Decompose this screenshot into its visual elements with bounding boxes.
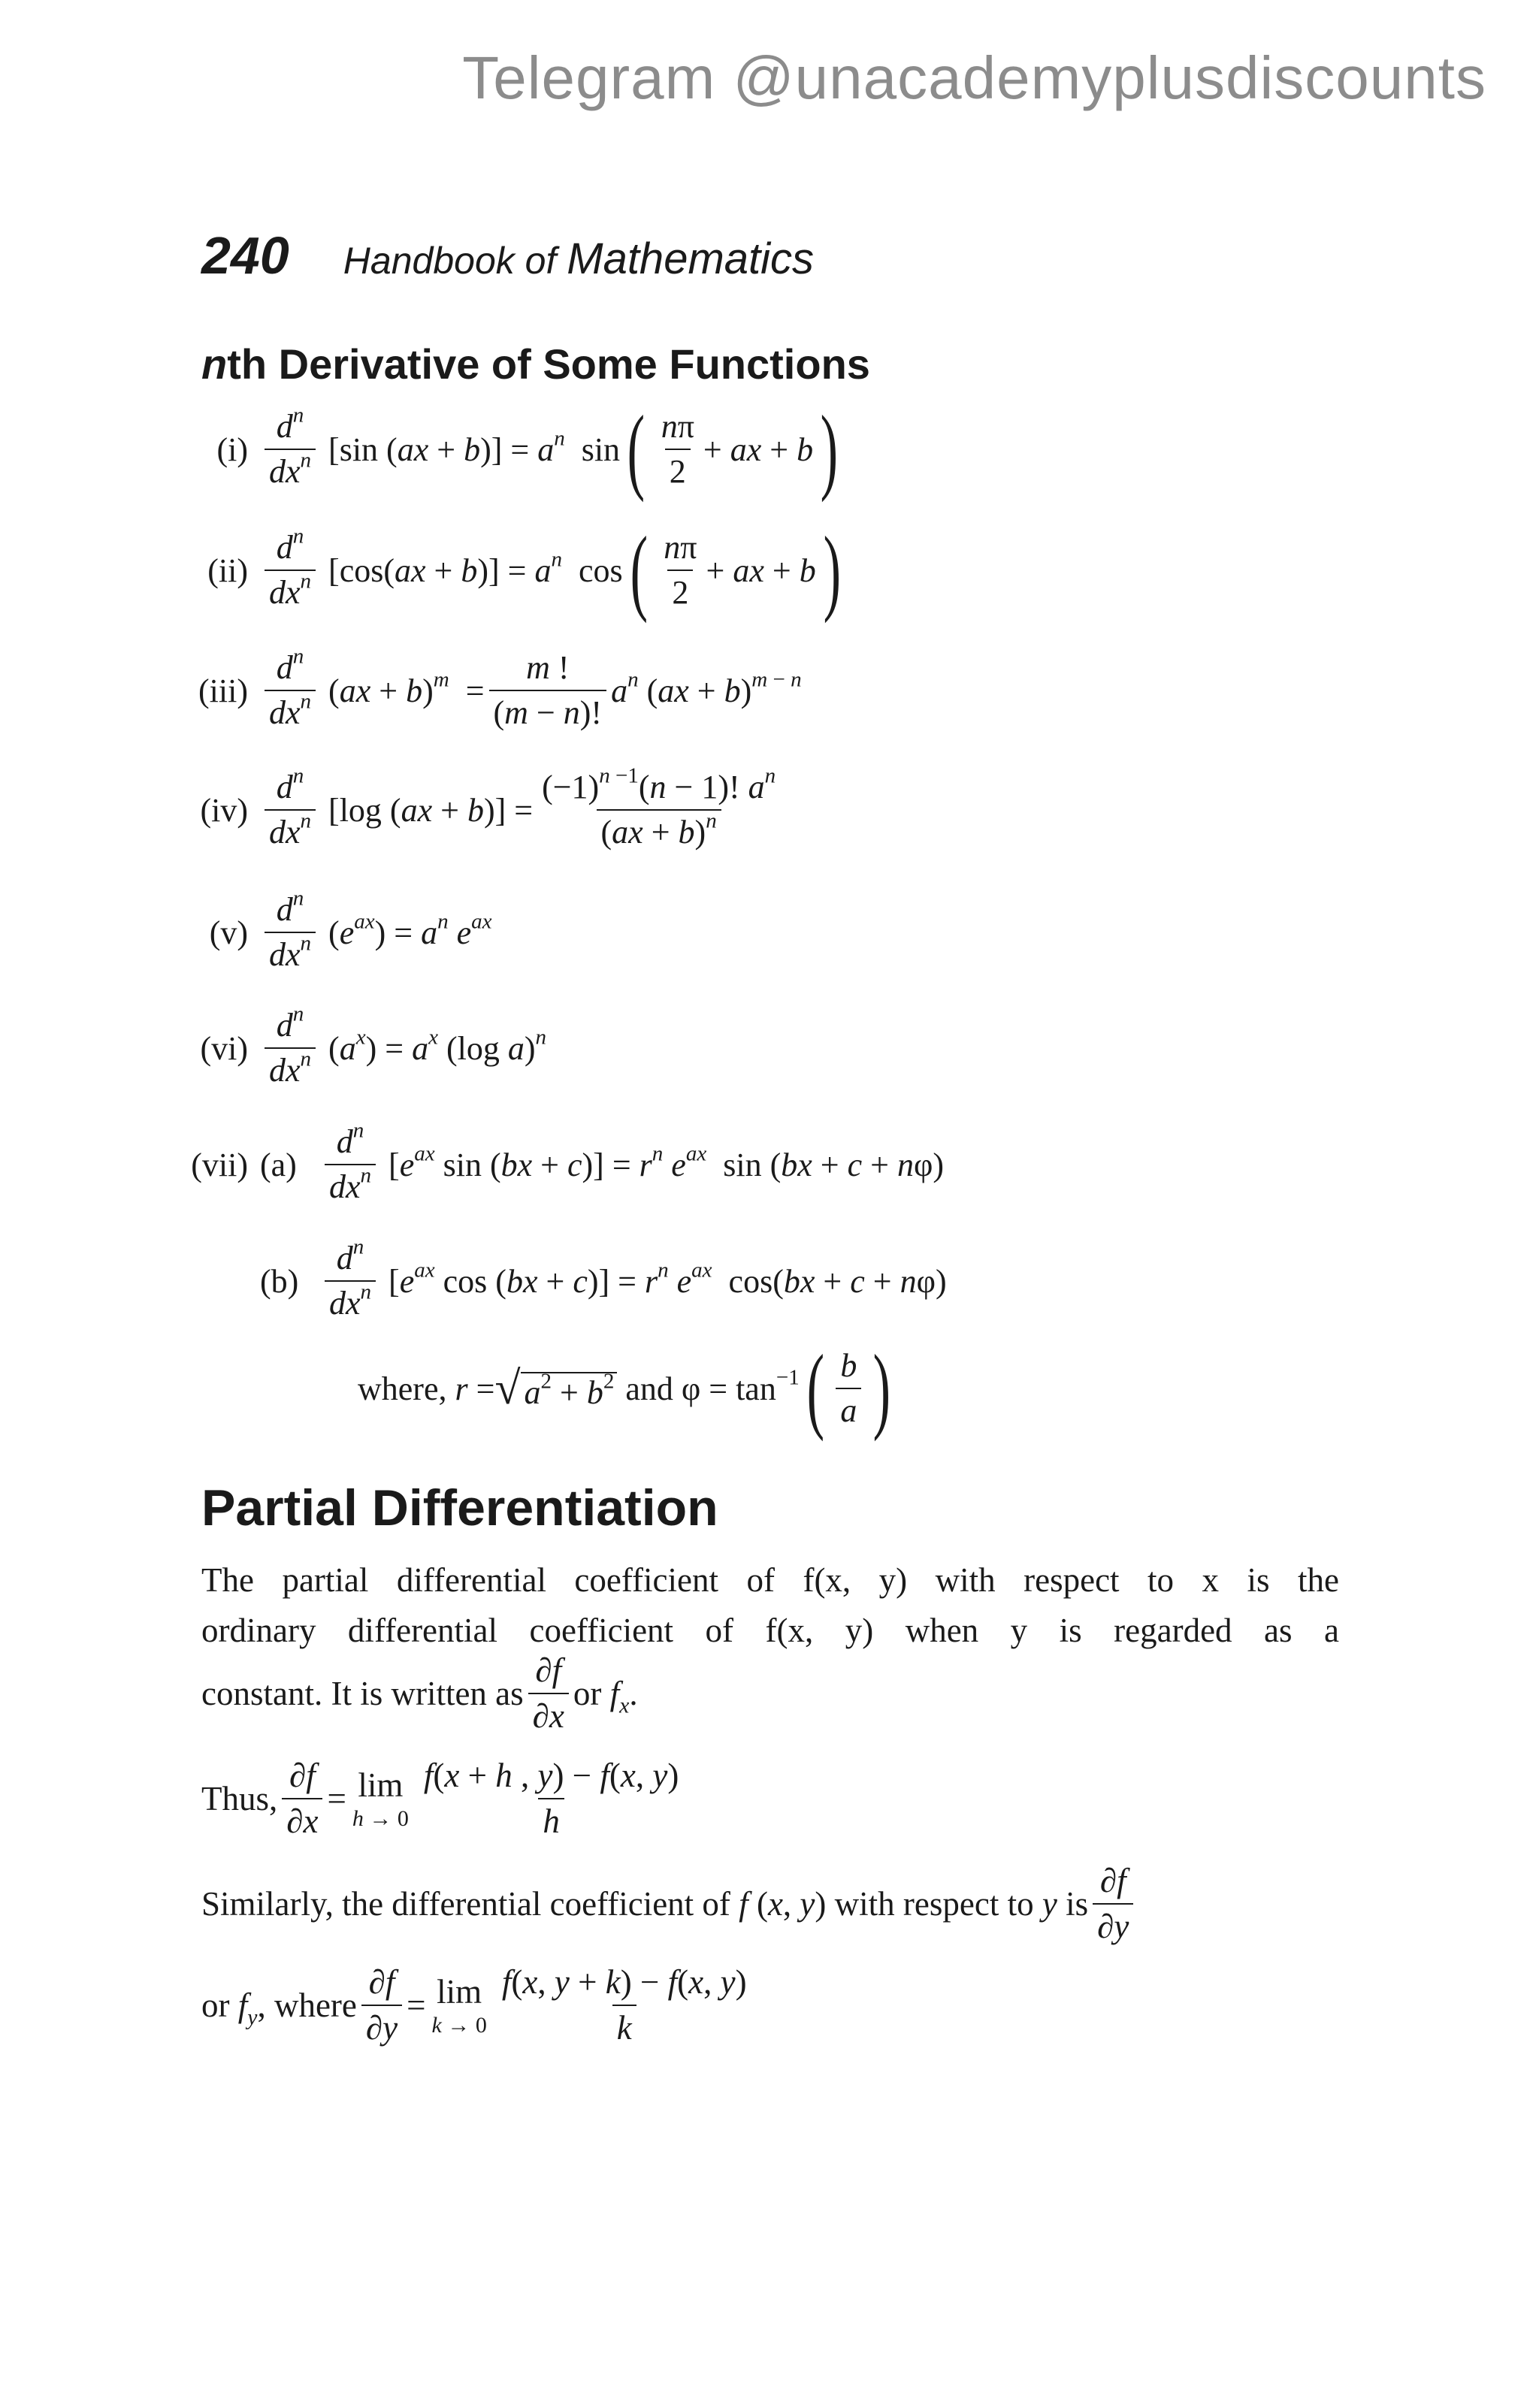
formula-vi: (vi) $\frac{d^n}{dx^n}$ $(a^x) = a^x$ (log a)$^n$ <box>165 1008 546 1088</box>
section-title-nth-derivative <box>201 340 870 388</box>
section-title-n: n <box>201 340 228 388</box>
formula-label: (iv) <box>200 791 248 829</box>
page-number: 240 <box>201 226 289 285</box>
book-title-a: Handbook of <box>343 240 557 282</box>
formula-label: (i) <box>216 431 248 468</box>
para1-line3a: constant. It is written as <box>201 1675 524 1713</box>
para1-line2: ordinary differential coefficient of f(x, y) when y is regarded as a <box>201 1612 1339 1649</box>
formula-vii-a: (vii) (a) $\frac{d^n}{dx^n}$ [$e^{ax}$ $\sin (bx + c)] = r^n$ $e^{ax}$ sin (bx + c + nφ) <box>165 1125 944 1204</box>
where-text-2: , where <box>257 1987 357 2025</box>
formula-sublabel: (a) <box>260 1146 297 1183</box>
book-title <box>343 234 814 284</box>
formula-iv: (iv) $\frac{d^n}{dx^n}$ [log (ax + b)] = $\frac{(-1)^{n -1}(n - 1)! a^n}{(ax + b)^n}$ <box>165 770 785 850</box>
and-text: and <box>625 1370 673 1407</box>
para1-line3: constant. It is written as $\frac{\partial f}{\partial x}$ or $f_x$. <box>201 1651 638 1736</box>
formula-v: (v) $\frac{d^n}{dx^n}$ $(e^{ax}) = a^n$ $e^{ax}$ <box>165 893 492 972</box>
section-title-rest: th Derivative of Some Functions <box>227 340 870 388</box>
formula-where: where, r = √ $a^2 + b^2$ and $\varphi = \tan^{-1}$ ( $\frac{b}{a}$ ) <box>358 1334 891 1442</box>
or-text-2: or <box>201 1987 230 2025</box>
para1-line1: The partial differential coefficient of f(x, y) with respect to x is the <box>201 1561 1339 1599</box>
thus-text: Thus, <box>201 1780 278 1818</box>
formula-label: (v) <box>209 914 248 951</box>
similarly-line: Similarly, the differential coefficient of f (x, y) with respect to y is $\frac{\partial f}{\partial y}$ <box>201 1863 1339 1945</box>
similarly-text3: is <box>1066 1885 1089 1923</box>
formula-label: (vi) <box>200 1029 248 1067</box>
or-text: or <box>573 1675 602 1713</box>
formula-i: (i) $\frac{d^n}{dx^n}$ [sin $(ax + b)] = a^n$ sin ( $\frac{n\pi}{2}$ + ax + b ) <box>165 409 845 489</box>
running-head <box>201 225 814 286</box>
formula-label: (iii) <box>198 672 248 709</box>
section-title-partial: Partial Differentiation <box>201 1479 718 1536</box>
formula-iii: (iii) $\frac{d^n}{dx^n}$ (ax + b)$^m$ = $\frac{m !}{(m - n)!}$ $a^n$ (ax + b)$^{m - n}$ <box>165 651 802 730</box>
book-title-b: Mathematics <box>567 234 815 283</box>
formula-ii: (ii) $\frac{d^n}{dx^n}$ $[\cos(ax + b)] = a^n$ cos ( $\frac{n\pi}{2}$ + ax + b ) <box>165 530 848 610</box>
similarly-text2: with respect to <box>834 1885 1034 1923</box>
formula-vii-b: (b) $\frac{d^n}{dx^n}$ [$e^{ax}$ $\cos (bx + c)] = r^n$ $e^{ax}$ cos(bx + c + nφ) <box>260 1234 947 1322</box>
formula-label: (ii) <box>207 551 248 589</box>
watermark: Telegram @unacademyplusdiscounts <box>462 44 1486 111</box>
dn-dxn: $\frac{d^n}{dx^n}$ <box>265 409 316 489</box>
sqrt: √ $a^2 + b^2$ <box>494 1365 617 1412</box>
fy-formula: or $f_y$ , where $\frac{\partial f}{\partial y}$ = lim k → 0 $\frac{f(x, y + k) - f(x, y)}{k}$ <box>201 1963 747 2047</box>
where-text: where, <box>358 1370 447 1407</box>
formula-label: (vii) <box>191 1146 248 1183</box>
similarly-text: Similarly, the differential coefficient of <box>201 1885 730 1923</box>
formula-sublabel: (b) <box>260 1262 299 1300</box>
thus-formula: Thus, $\frac{\partial f}{\partial x}$ = lim h → 0 $\frac{f(x + h , y) - f(x, y)}{h}$ <box>201 1757 679 1841</box>
